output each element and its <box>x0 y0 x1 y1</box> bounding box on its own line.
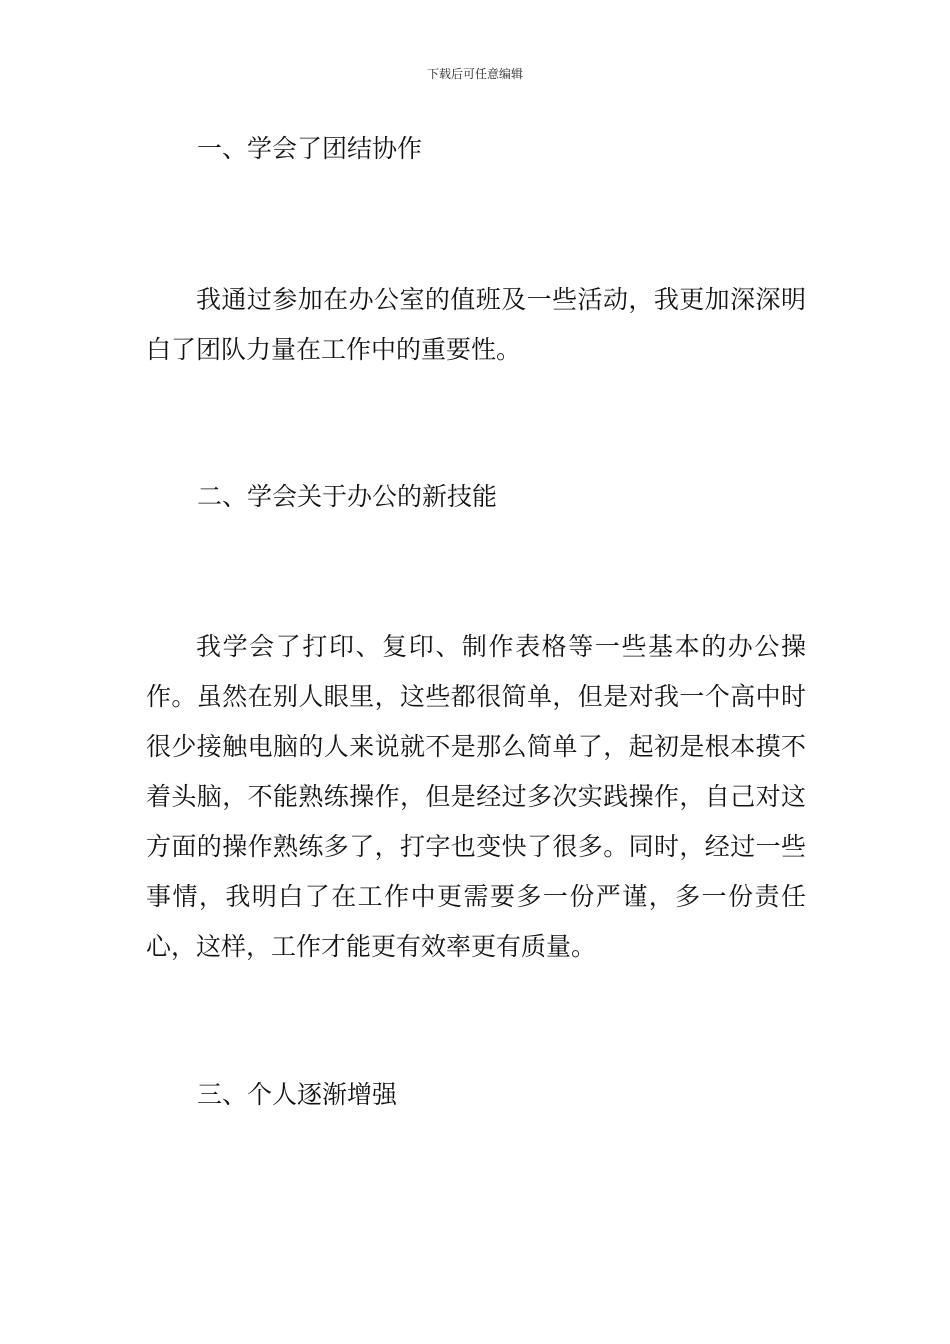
section-paragraph-1: 我通过参加在办公室的值班及一些活动，我更加深深明白了团队力量在工作中的重要性。 <box>146 285 806 364</box>
section-heading-2: 二、学会关于办公的新技能 <box>197 482 498 511</box>
section-paragraph-2: 我学会了打印、复印、制作表格等一些基本的办公操作。虽然在别人眼里，这些都很简单，但是对我一个高中时很少接触电脑的人来说就不是那么简单了，起初是根本摸不着头脑，不能熟练操作，但是经过多次实践操作，自己对这方面的操作熟练多了，打字也变快了很多。同时，经过一些事情，我明白了在工作中更需要多一份严谨，多一份责任心，这样，工作才能更有效率更有质量。 <box>146 632 806 961</box>
header-note: 下载后可任意编辑 <box>426 67 523 81</box>
section-heading-3: 三、个人逐渐增强 <box>197 1080 398 1109</box>
section-heading-1: 一、学会了团结协作 <box>197 134 423 163</box>
